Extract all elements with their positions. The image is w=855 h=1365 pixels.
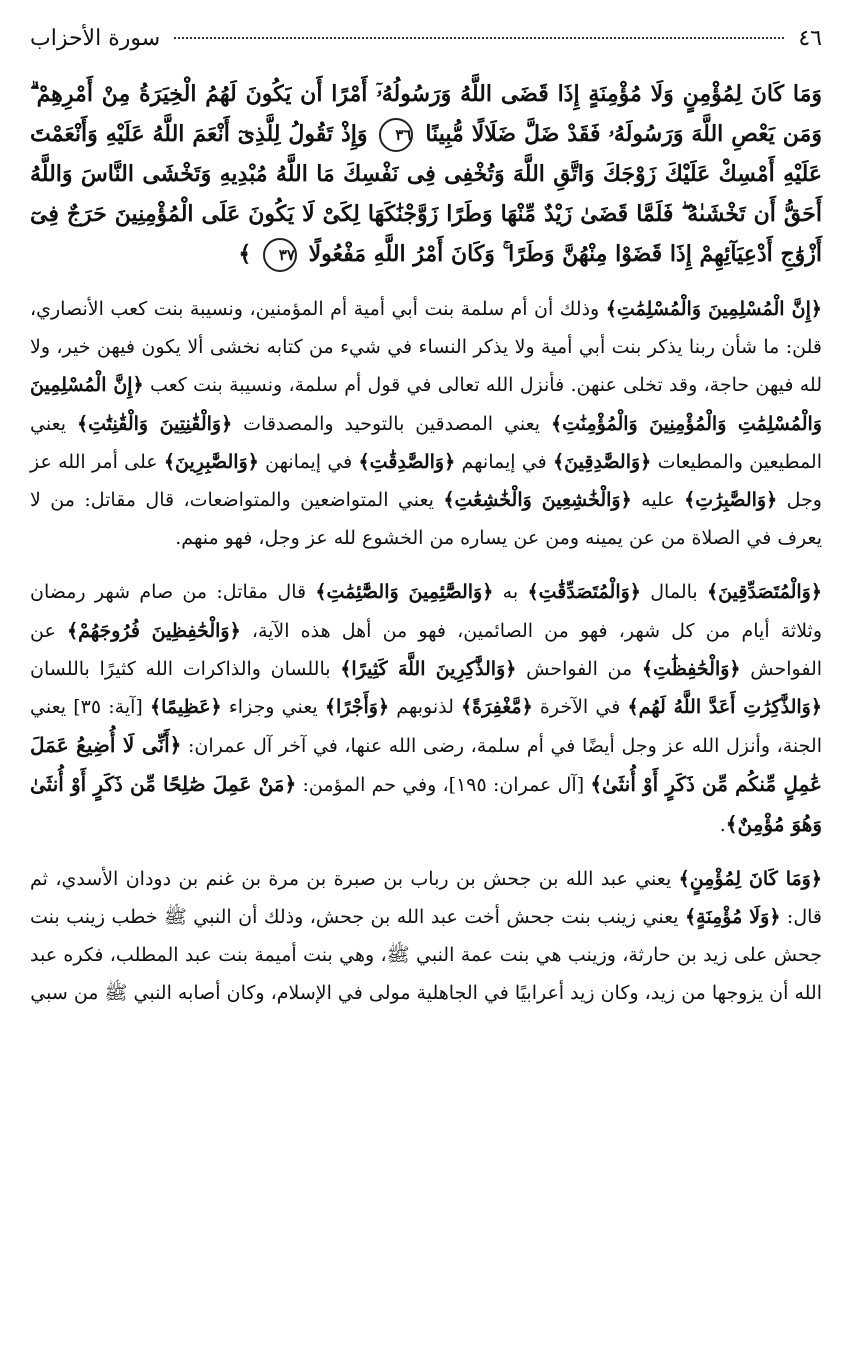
quote: ﴿وَالذَّٰكِرَٰتِ أَعَدَّ اللَّهُ لَهُم﴾ — [627, 696, 822, 719]
commentary: يعني وجزاء — [221, 696, 325, 719]
quote: ﴿مَّغْفِرَةً﴾ — [461, 696, 533, 719]
quote: ﴿وَالْحَٰفِظِينَ فُرُوجَهُمْ﴾ — [66, 619, 241, 642]
commentary: بالمال — [640, 581, 708, 604]
quran-verses — [30, 74, 822, 274]
quote: ﴿وَالصَّٰدِقَٰتِ﴾ — [358, 450, 456, 473]
tafsir-paragraph-1 — [30, 290, 822, 557]
page-number: ٤٦ — [798, 26, 822, 51]
page-header — [30, 26, 822, 64]
commentary: عليه — [631, 489, 685, 512]
quote: ﴿وَالْحَٰفِظَٰتِ﴾ — [641, 657, 741, 680]
commentary: به — [493, 581, 528, 604]
page — [30, 26, 822, 1346]
quote: ﴿وَالصَّٰبِرَٰتِ﴾ — [684, 489, 778, 512]
commentary: يعني المصدقين بالتوحيد والمصدقات — [232, 412, 551, 435]
quote: ﴿إِنَّ الْمُسْلِمِينَ وَالْمُسْلِمَٰتِ وَالْمُؤْمِنِينَ وَالْمُؤْمِنَٰتِ﴾ — [30, 374, 822, 435]
quote: ﴿وَالذَّٰكِرِينَ اللَّهَ كَثِيرًا﴾ — [340, 657, 517, 680]
quote: ﴿وَمَا كَانَ لِمُؤْمِنٍ﴾ — [678, 867, 822, 890]
commentary: وذلك أن أم سلمة بنت أبي أمية أم المؤمنين، ونسيبة بنت كعب الأنصاري، قلن: ما شأن ربنا يذكر بنت أبي أمية ولا يذكر النساء في شيء من كتابه نخشى ألا يكون فيهن خير، ولا لله فيهن حاجة، وقد تخلى عنهن. فأنزل الله تعالى في قول أم سلمة، ونسيبة بنت كعب — [30, 298, 822, 397]
surah-title: سورة الأحزاب — [30, 26, 161, 51]
commentary: عن الفواحش — [30, 619, 823, 680]
verse-text-37: وَإِذْ تَقُولُ لِلَّذِىٓ أَنْعَمَ اللَّهُ عَلَيْهِ وَأَنْعَمْتَ عَلَيْهِ أَمْسِكْ عَلَيْكَ زَوْجَكَ وَاتَّقِ اللَّهَ وَتُخْفِى فِى نَفْسِكَ مَا اللَّهُ مُبْدِيهِ وَتَخْشَى النَّاسَ وَاللَّهُ أَحَقُّ أَن تَخْشَىٰهُ ۖ فَلَمَّا قَضَىٰ زَيْدٌ مِّنْهَا وَطَرًا زَوَّجْنَٰكَهَا لِكَىْ لَا يَكُونَ عَلَى الْمُؤْمِنِينَ حَرَجٌ فِىٓ أَزْوَٰجِ أَدْعِيَآئِهِمْ إِذَا قَضَوْا مِنْهُنَّ وَطَرًا ۚ وَكَانَ أَمْرُ اللَّهِ مَفْعُولًا — [30, 121, 822, 267]
ayah-number-37: ٣٧ — [263, 238, 297, 272]
commentary: لذنوبهم — [389, 696, 462, 719]
quote: ﴿وَالصَّٰبِرِينَ﴾ — [163, 450, 259, 473]
commentary: [آل عمران: ١٩٥]، وفي حم المؤمن: — [296, 774, 591, 797]
tafsir-paragraph-3 — [30, 860, 822, 1013]
verse-close-bracket: ﴾ — [238, 241, 252, 267]
commentary: على أمر الله عز وجل — [30, 450, 822, 512]
commentary: يعني عبد الله بن جحش بن رباب بن صبرة بن مرة بن غنم بن دودان الأسدي، ثم قال: — [30, 867, 822, 929]
commentary: من الفواحش — [516, 657, 642, 680]
quote: ﴿وَالْقَٰنِتِينَ وَالْقَٰنِتَٰتِ﴾ — [76, 412, 233, 435]
header-dotted-rule — [174, 37, 784, 39]
commentary: يعني المطيعين والمطيعات — [30, 412, 822, 473]
quote: ﴿عَظِيمًا﴾ — [149, 696, 222, 719]
commentary: في إيمانهن — [258, 450, 359, 473]
quote: ﴿وَأَجْرًا﴾ — [324, 696, 390, 719]
commentary: في إيمانهم — [455, 450, 554, 473]
commentary: قال مقاتل: من صام شهر رمضان وثلاثة أيام من كل شهر، فهو من الصائمين، فهو من أهل هذه الآية، — [30, 581, 823, 642]
verse-text-36: وَمَا كَانَ لِمُؤْمِنٍ وَلَا مُؤْمِنَةٍ إِذَا قَضَى اللَّهُ وَرَسُولُهُۥٓ أَمْرًا أَن يَكُونَ لَهُمُ الْخِيَرَةُ مِنْ أَمْرِهِمْ ۗ وَمَن يَعْصِ اللَّهَ وَرَسُولَهُۥ فَقَدْ ضَلَّ ضَلَالًا مُّبِينًا — [30, 81, 822, 147]
quote: ﴿مَنْ عَمِلَ صَٰلِحًا مِّن ذَكَرٍ أَوْ أُنثَىٰ وَهُوَ مُؤْمِنٌ﴾ — [30, 772, 822, 836]
quote: ﴿إِنَّ الْمُسْلِمِينَ وَالْمُسْلِمَٰتِ﴾ — [605, 298, 822, 320]
quote: ﴿أَنِّى لَا أُضِيعُ عَمَلَ عَٰمِلٍ مِّنكُم مِّن ذَكَرٍ أَوْ أُنثَىٰ﴾ — [30, 733, 822, 797]
commentary: يعني زينب بنت جحش أخت عبد الله بن جحش، وذلك أن النبي ﷺ خطب زينب بنت جحش على زيد بن حارثة، وزينب هي بنت عمة النبي ﷺ، وهي بنت أميمة بنت عبد المطلب، فكره عبد الله أن يزوجها من زيد، وكان زيد أعرابيًا في الجاهلية مولى في الإسلام، وكان أصابه النبي ﷺ من سبي — [30, 906, 822, 1005]
quote: ﴿وَالْمُتَصَدِّقَٰتِ﴾ — [527, 581, 641, 604]
commentary: في الآخرة — [532, 696, 628, 719]
quote: ﴿وَالْخَٰشِعِينَ وَالْخَٰشِعَٰتِ﴾ — [443, 489, 632, 512]
quote: ﴿وَلَا مُؤْمِنَةٍ﴾ — [685, 906, 781, 929]
commentary: يعني المتواضعين والمتواضعات، قال مقاتل: من لا يعرف في الصلاة من عن يمينه ومن عن يساره من الخشوع لله عز وجل، فهو منهم. — [30, 489, 822, 550]
ayah-number-36: ٣٦ — [379, 118, 413, 152]
commentary: . — [719, 813, 726, 836]
commentary: باللسان والذاكرات الله كثيرًا باللسان — [30, 657, 341, 680]
quote: ﴿وَالصَّٰٓئِمِينَ وَالصَّٰٓئِمَٰتِ﴾ — [315, 581, 494, 604]
quote: ﴿وَالصَّٰدِقِينَ﴾ — [553, 450, 652, 473]
commentary: [آية: ٣٥] يعني الجنة، وأنزل الله عز وجل أيضًا في أم سلمة، رضى الله عنها، في آخر آل عمران: — [30, 696, 822, 758]
quote: ﴿وَالْمُتَصَدِّقِينَ﴾ — [707, 581, 822, 604]
tafsir-paragraph-2 — [30, 573, 822, 843]
